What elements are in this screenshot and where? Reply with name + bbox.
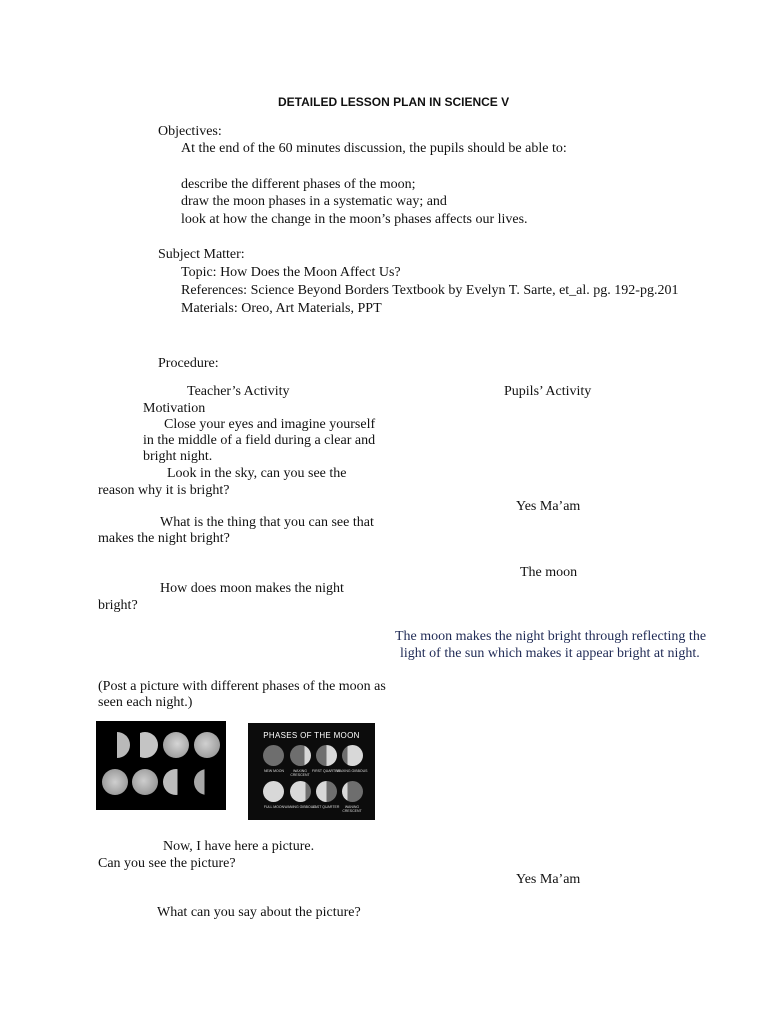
moon-image <box>132 732 158 758</box>
motivation-label: Motivation <box>143 401 206 416</box>
moon-image <box>342 745 363 766</box>
moon-image <box>102 769 128 795</box>
phase-label: WAXING CRESCENT <box>290 769 310 777</box>
procedure-heading: Procedure: <box>158 356 219 371</box>
pupil-answer: The moon makes the night bright through reflecting the <box>395 629 707 644</box>
moon-image <box>263 781 284 802</box>
moon-image <box>163 769 189 795</box>
phase-label: WAXING GIBBOUS <box>336 769 368 773</box>
moon-image <box>290 745 311 766</box>
teacher-line: seen each night.) <box>98 695 193 710</box>
teacher-line: Look in the sky, can you see the <box>167 466 347 481</box>
moon-image <box>132 769 158 795</box>
phases-chart-title: PHASES OF THE MOON <box>263 731 360 740</box>
moon-phases-photo <box>96 721 226 810</box>
phases-of-moon-chart <box>248 723 375 820</box>
phase-label: FULL MOON <box>263 805 285 809</box>
moon-image <box>194 732 220 758</box>
pupil-answer: light of the sun which makes it appear bright at night. <box>400 646 700 661</box>
moon-image <box>316 745 337 766</box>
subject-topic: Topic: How Does the Moon Affect Us? <box>181 265 401 280</box>
teacher-activity-header: Teacher’s Activity <box>187 384 290 399</box>
objective-item: describe the different phases of the moon; <box>181 177 416 192</box>
teacher-line: bright night. <box>143 449 213 464</box>
teacher-line: What is the thing that you can see that <box>160 515 374 530</box>
teacher-line: reason why it is bright? <box>98 483 230 498</box>
objectives-intro: At the end of the 60 minutes discussion, the pupils should be able to: <box>181 141 567 156</box>
subject-matter-heading: Subject Matter: <box>158 247 245 262</box>
pupil-activity-header: Pupils’ Activity <box>504 384 592 399</box>
teacher-line: (Post a picture with different phases of the moon as <box>98 679 386 694</box>
objectives-heading: Objectives: <box>158 124 222 139</box>
moon-image <box>316 781 337 802</box>
teacher-line: How does moon makes the night <box>160 581 344 596</box>
pupil-answer: The moon <box>520 565 578 580</box>
teacher-line: makes the night bright? <box>98 531 230 546</box>
moon-image <box>163 732 189 758</box>
moon-image <box>104 732 130 758</box>
moon-image <box>263 745 284 766</box>
document-title: DETAILED LESSON PLAN IN SCIENCE V <box>278 95 510 109</box>
phase-label: LAST QUARTER <box>312 805 340 809</box>
phase-label: NEW MOON <box>263 769 285 773</box>
moon-image <box>342 781 363 802</box>
moon-image <box>290 781 311 802</box>
teacher-line: Can you see the picture? <box>98 856 236 871</box>
teacher-line: in the middle of a field during a clear and <box>143 433 376 448</box>
pupil-answer: Yes Ma’am <box>516 872 581 887</box>
subject-references: References: Science Beyond Borders Textbook by Evelyn T. Sarte, et_al. pg. 192-pg.201 <box>181 283 679 298</box>
phase-label: WANING CRESCENT <box>342 805 362 813</box>
objective-item: look at how the change in the moon’s phases affects our lives. <box>181 212 528 227</box>
phase-label: WANING GIBBOUS <box>284 805 316 809</box>
moon-image <box>194 769 220 795</box>
teacher-line: Close your eyes and imagine yourself <box>164 417 376 432</box>
pupil-answer: Yes Ma’am <box>516 499 581 514</box>
phase-label: FIRST QUARTER <box>311 769 341 773</box>
teacher-line: Now, I have here a picture. <box>163 839 315 854</box>
subject-materials: Materials: Oreo, Art Materials, PPT <box>181 301 382 316</box>
teacher-line: bright? <box>98 598 138 613</box>
objective-item: draw the moon phases in a systematic way; and <box>181 194 447 209</box>
teacher-line: What can you say about the picture? <box>157 905 361 920</box>
